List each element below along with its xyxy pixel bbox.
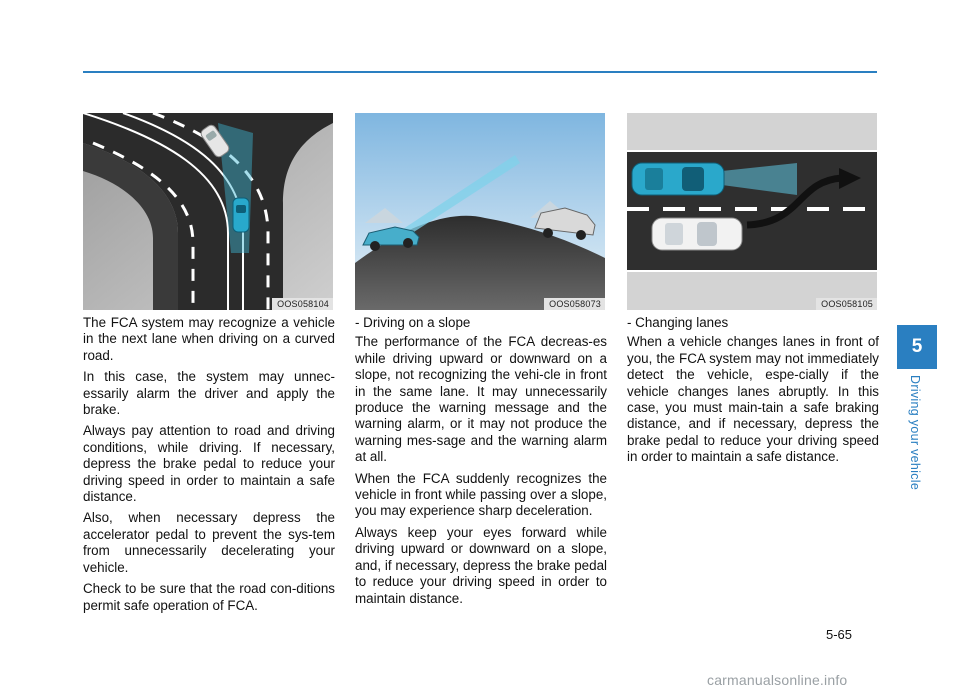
paragraph: Always pay attention to road and driving conditions, while driving. If necessary, depress the brake pedal to reduce your driving speed in order to maintain a safe distance. <box>83 423 335 505</box>
paragraph: The FCA system may recognize a vehicle in the next lane when driving on a curved road. <box>83 315 335 363</box>
slope-illustration <box>355 113 605 310</box>
figure-lane-change <box>627 113 877 310</box>
paragraph: Always keep your eyes forward while driving upward or downward on a slope, and, if necessary, depress the brake pedal to reduce your driving speed in order to maintain distance. <box>355 524 607 606</box>
paragraph: In this case, the system may unnec-essarily alarm the driver and apply the brake. <box>83 369 335 418</box>
vehicle-changing-lanes <box>652 218 742 250</box>
lane-change-illustration <box>627 113 877 310</box>
watermark: carmanualsonline.info <box>707 672 848 688</box>
chapter-number-tab: 5 <box>897 325 937 369</box>
figure-code: OOS058104 <box>272 298 333 310</box>
middle-column <box>355 315 607 612</box>
section-heading: - Driving on a slope <box>355 315 471 330</box>
page-number: 5-65 <box>826 627 853 642</box>
figure-code: OOS058105 <box>816 298 877 310</box>
section-heading: - Changing lanes <box>627 315 729 330</box>
left-column <box>83 315 335 619</box>
paragraph: The performance of the FCA decreas-es while driving upward or downward on a slope, not recognizing the vehi-cle in front in the same lane. It may unnecessarily produce the warning message and the warning alarm, or it may not produce the warning mes-sage and the warning alarm at all. <box>355 334 607 465</box>
own-vehicle <box>632 163 724 195</box>
header-rule <box>83 71 877 73</box>
right-column <box>627 315 879 471</box>
paragraph: Check to be sure that the road con-ditions permit safe operation of FCA. <box>83 581 335 613</box>
paragraph: When a vehicle changes lanes in front of you, the FCA system may not immediately detect the vehicle, espe-cially if the vehicle changes lanes abruptly. In this case, you must main-tain a safe braking distance, and if necessary, depress the brake pedal to reduce your driving speed in order to maintain a safe distance. <box>627 334 879 465</box>
curved-road-illustration <box>83 113 333 310</box>
figure-curved-road <box>83 113 333 310</box>
paragraph: When the FCA suddenly recognizes the vehicle in front while passing over a slope, you may experience sharp deceleration. <box>355 470 607 519</box>
chapter-title: Driving your vehicle <box>908 375 922 491</box>
paragraph: Also, when necessary depress the accelerator pedal to prevent the sys-tem from unnecessarily decelerating your vehicle. <box>83 510 335 575</box>
figure-slope <box>355 113 605 310</box>
figure-code: OOS058073 <box>544 298 605 310</box>
